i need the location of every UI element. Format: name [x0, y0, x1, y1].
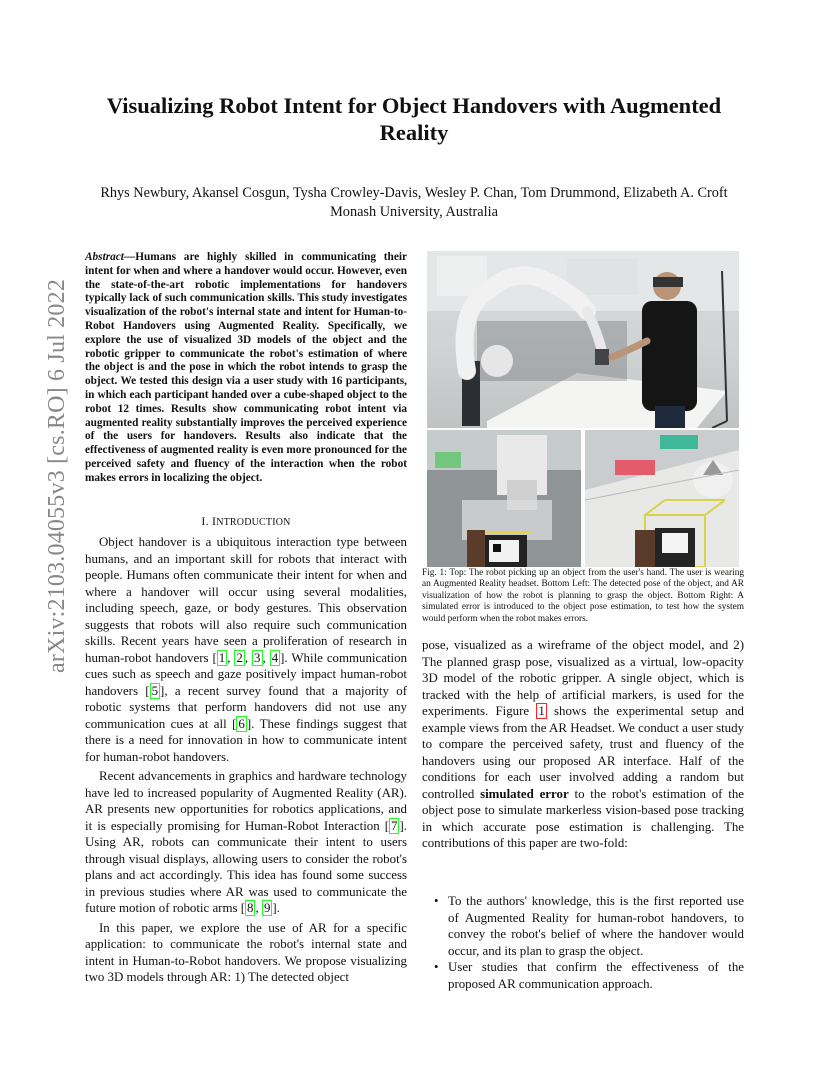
- authors: Rhys Newbury, Akansel Cosgun, Tysha Crowley-Davis, Wesley P. Chan, Tom Drummond, Elizabeth A. Croft: [100, 185, 728, 201]
- citation-link[interactable]: 3: [254, 650, 261, 665]
- photo-ar-view-detected-pose: [427, 430, 581, 567]
- citation-link[interactable]: 5: [151, 683, 159, 698]
- contributions-list: [422, 893, 744, 992]
- paper-title: Visualizing Robot Intent for Object Handovers with Augmented Reality: [106, 93, 722, 145]
- photo-robot-handover: [427, 251, 739, 428]
- arxiv-identifier: arXiv:2103.04055v3 [cs.RO] 6 Jul 2022: [44, 278, 70, 673]
- citation-link[interactable]: 9: [263, 901, 271, 915]
- citation-link[interactable]: 7: [391, 818, 398, 833]
- abstract-label: Abstract: [85, 251, 124, 263]
- citation-link[interactable]: 2: [236, 650, 243, 665]
- list-item: • User studies that confirm the effectiveness of the proposed AR communication approach.: [422, 959, 744, 992]
- paragraph: Object handover is a ubiquitous interaction type between humans, and an important skill for robots that interact with people. Humans often communicate their intent for when and where a handover will occur using several modalities, including speech, gaze, or body gestures. This observation suggests that robots will also require such communication skills. Recent years have seen a proliferation of research in human-robot handovers [ 1 , 2 , 3 , 4 ]. While communication cues such as speech and gaze positively impact human-robot handovers [ 5 ], a recent survey found that a majority of robotic systems that perform handovers did not use any communication cues at all [ 6 ]. These findings suggest that there is a need for innovation in how to communicate intent for human-robot handovers.: [85, 535, 408, 764]
- citation-link[interactable]: 1: [218, 650, 226, 665]
- citation-link[interactable]: 6: [238, 716, 245, 731]
- paragraph: In this paper, we explore the use of AR for a specific application: to communicate the robot's internal state and intent in Human-to-Robot handovers. We propose visualizing two 3D models through AR: 1) The detected object: [85, 920, 407, 984]
- figure-link[interactable]: 1: [538, 704, 545, 718]
- figure-caption: Fig. 1: Top: The robot picking up an object from the user's hand. The user is wearing an Augmented Reality headset. Bottom Left: The detected pose of the object, and AR visualization of how the robot is planning to grasp the object. Bottom Right: A simulated error is introduced to the object pose estimation, to test how the system would perform when the robot makes errors.: [422, 568, 744, 624]
- citation-link[interactable]: 4: [271, 650, 279, 665]
- photo-ar-view-simulated-error: [585, 430, 739, 567]
- list-item: • To the authors' knowledge, this is the first reported use of Augmented Reality for human-robot handovers, to convey the robot's belief of where the handover would occur, and its plan to grasp the object.: [422, 893, 744, 959]
- citation-link[interactable]: 8: [247, 901, 254, 915]
- abstract: [85, 251, 407, 486]
- abstract-text: —Humans are highly skilled in communicating their intent for when and where a handover would occur. However, even the state-of-the-art robotic implementations for handovers typically lack of such communication skills. This study investigates visualization of the robot's internal state and intent for Human-to-Robot Handovers using Augmented Reality. Specifically, we explore the use of visualized 3D models of the object and the robotic gripper to communicate the robot's estimation of where the object is and the pose in which the robot intends to grasp the object. We tested this design via a user study with 16 participants, in which each participant handed over a cube-shaped object to the robot 12 times. Results show communicating robot intent via augmented reality substantially improves the perceived experience of the users for handovers. Results also indicate that the effectiveness of augmented reality is even more pronounced for the perceived safety and fluency of the interaction when the robot makes errors in localizing the object.: [85, 251, 407, 484]
- paragraph: pose, visualized as a wireframe of the object model, and 2) The planned grasp pose, visualized as a virtual, low-opacity 3D model of the robotic gripper. A single object, which is tracked with the help of artificial markers, is used for the experiments. Figure 1 shows the experimental setup and example views from the AR Headset. We conduct a user study to compare the perceived safety, trust and fluency of the handovers using our proposed AR interface. Half of the conditions for each user involved adding a random but controlled simulated error to the robot's estimation of the object pose to simulate markerless vision-based pose tracking in which accurate pose estimation is challenging. The contributions of this paper are two-fold:: [422, 638, 744, 850]
- section-heading: I. INTRODUCTION: [201, 514, 291, 528]
- introduction-body: [85, 534, 407, 986]
- affiliation: Monash University, Australia: [330, 204, 498, 220]
- right-column-body: [422, 637, 744, 852]
- figure-1: [427, 251, 739, 567]
- paragraph: Recent advancements in graphics and hardware technology have led to increased popularity of Augmented Reality (AR). AR presents new opportunities for robotics applications, and it is especially promising for Human-Robot Interaction [ 7 ]. Using AR, robots can communicate their intent to users through visual displays, allowing users to consider the robot's plans and act accordingly. This idea has found some success in previous studies where AR was used to communicate the future motion of robotic arms [ 8 , 9 ].: [85, 769, 407, 915]
- author-block: [60, 184, 768, 222]
